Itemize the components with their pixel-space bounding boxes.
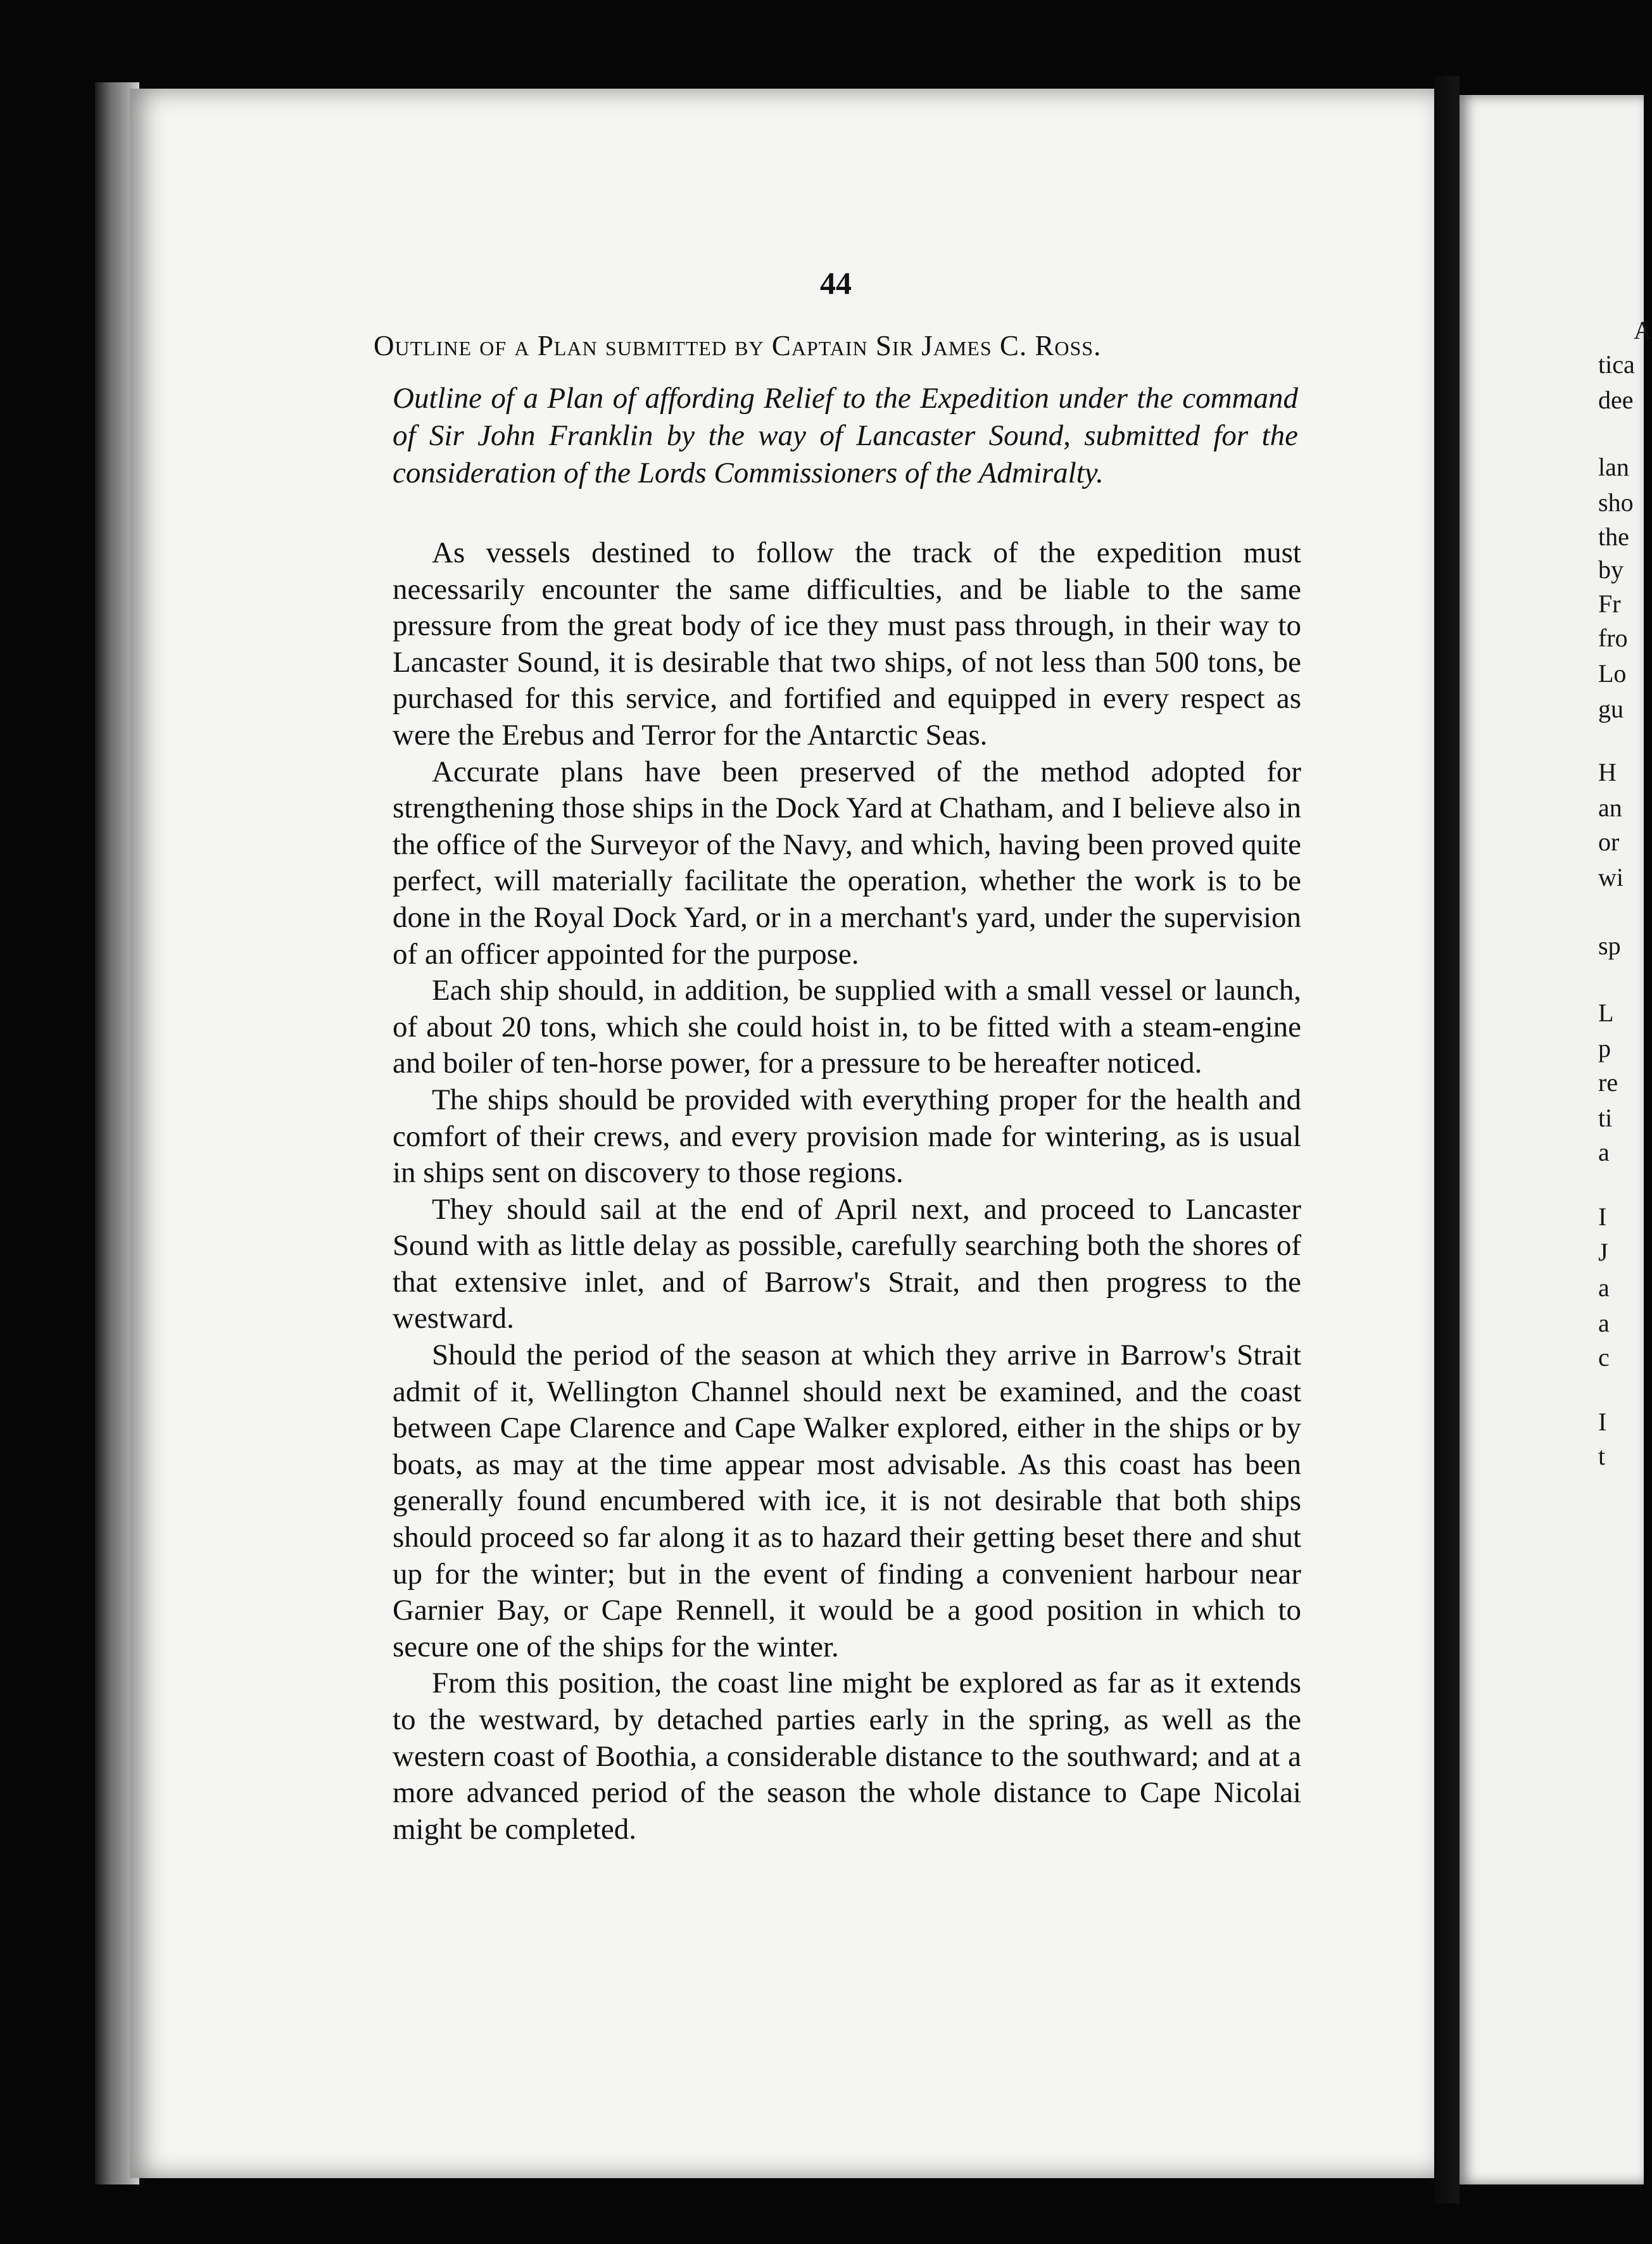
paragraph: From this position, the coast line might be explored as far as it extends to the westward, by detached parties early in the spring, as well as the western coast of Boothia, a considerable distance to the southward; and at a more advanced period of the season the whole distance to Cape Nicolai might be completed. (393, 1667, 1301, 1846)
facing-fragment: tica (1598, 350, 1635, 379)
facing-fragment: a (1598, 1273, 1610, 1302)
plan-subtitle: Outline of a Plan of affording Relief to the Expedition under the command of Sir John Franklin by the way of Lancaster Sound, submitted for the consideration of the Lords Commissioners of the Admiralty. (393, 382, 1298, 489)
section-heading (374, 329, 1323, 362)
facing-fragment: dee (1598, 386, 1634, 414)
book-gutter (1434, 76, 1460, 2203)
facing-fragment: sp (1598, 931, 1621, 960)
facing-fragment: re (1598, 1068, 1618, 1097)
facing-fragment: Fr (1598, 589, 1621, 618)
facing-fragment: or (1598, 828, 1620, 856)
facing-fragment: H (1598, 758, 1617, 786)
facing-fragment: a (1598, 1138, 1610, 1166)
facing-fragment: lan (1598, 453, 1629, 481)
facing-fragment: an (1598, 793, 1622, 822)
facing-fragment: L (1598, 999, 1614, 1027)
page-number: 44 (820, 265, 852, 301)
paragraph: As vessels destined to follow the track of the expedition must necessarily encounter the same difficulties, and be liable to the same pressure from the great body of ice they must pass through, in their way to Lancaster Sound, it is desirable that two ships, of not less than 500 tons, be purchased for this service, and fortified and equipped in every respect as were the Erebus and Terror for the Antarctic Seas. (393, 536, 1301, 752)
facing-fragment: p (1598, 1034, 1611, 1062)
facing-fragment: A (1634, 316, 1652, 344)
facing-fragment: by (1598, 555, 1624, 584)
paragraph: They should sail at the end of April next, and proceed to Lancaster Sound with as little delay as possible, carefully searching both the shores of that extensive inlet, and of Barrow's Strait, and then progress to the westward. (393, 1192, 1301, 1335)
facing-fragment: sho (1598, 488, 1634, 517)
body-text (393, 535, 1301, 1848)
facing-fragment: t (1598, 1442, 1606, 1470)
facing-fragment: J (1598, 1238, 1608, 1266)
facing-fragment: a (1598, 1309, 1610, 1337)
paragraph: Each ship should, in addition, be supplied with a small vessel or launch, of about 20 tons, which she could hoist in, to be fitted with a steam-engine and boiler of ten-horse power, for a pressure to be hereafter noticed. (393, 974, 1301, 1080)
facing-fragment: I (1598, 1408, 1607, 1436)
facing-fragment: Lo (1598, 659, 1627, 688)
facing-fragment: fro (1598, 624, 1628, 652)
paragraph: Accurate plans have been preserved of the method adopted for strengthening those ships in the Dock Yard at Chatham, and I believe also in the office of the Surveyor of the Navy, and which, having been proved quite perfect, will materially facilitate the operation, whether the work is to be done in the Royal Dock Yard, or in a merchant's yard, under the supervision of an officer appointed for the purpose. (393, 755, 1301, 971)
facing-fragment: gu (1598, 695, 1624, 723)
section-heading-text: Outline of a Plan submitted by Captain Sir James C. Ross. (374, 330, 1102, 362)
facing-fragment: wi (1598, 863, 1624, 892)
paragraph: Should the period of the season at which they arrive in Barrow's Strait admit of it, Wellington Channel should next be examined, and the coast between Cape Clarence and Cape Walker explored, either in the ships or by boats, as may at the time appear most advisable. As this coast has been generally found encumbered with ice, it is not desirable that both ships should proceed so far along it as to hazard their getting beset there and shut up for the winter; but in the event of finding a convenient harbour near Garnier Bay, or Cape Rennell, it would be a good position in which to secure one of the ships for the winter. (393, 1339, 1301, 1663)
paragraph: The ships should be provided with everything proper for the health and comfort of their crews, and every provision made for wintering, as is usual in ships sent on discovery to those regions. (393, 1083, 1301, 1190)
facing-fragment: ti (1598, 1104, 1613, 1132)
facing-fragment: the (1598, 522, 1629, 551)
facing-fragment: c (1598, 1343, 1610, 1371)
facing-fragment: I (1598, 1202, 1607, 1231)
